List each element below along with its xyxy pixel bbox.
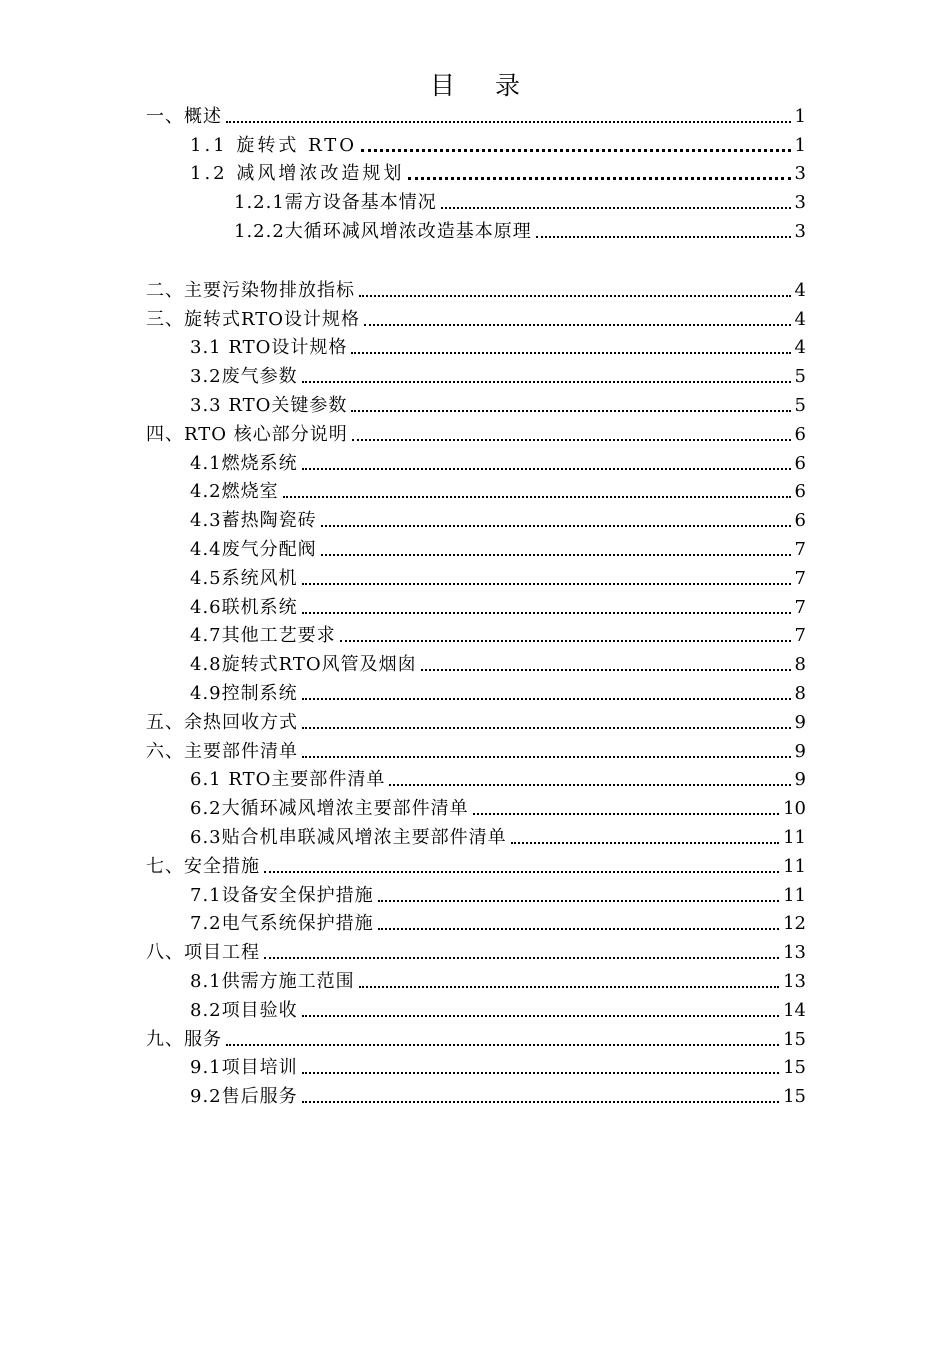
dot-leader <box>302 583 791 585</box>
toc-entry-page-number: 13 <box>783 970 806 992</box>
toc-entry[interactable] <box>146 185 806 214</box>
toc-entry[interactable] <box>146 705 806 734</box>
toc-entry[interactable] <box>146 99 806 128</box>
toc-entry-label: 9.2售后服务 <box>190 1086 298 1108</box>
dot-leader <box>473 813 779 815</box>
toc-entry[interactable] <box>146 302 806 331</box>
toc-entry-label: 1.2 减风增浓改造规划 <box>190 163 405 185</box>
dot-leader <box>264 957 779 959</box>
toc-entry-page-number: 3 <box>794 163 806 185</box>
dot-leader <box>283 496 791 498</box>
toc-entry-page-number: 8 <box>794 654 806 676</box>
toc-entry-label: 一、概述 <box>146 105 222 127</box>
toc-entry[interactable] <box>146 128 806 157</box>
dot-leader <box>364 324 791 326</box>
toc-entry-label: 1.2.1需方设备基本情况 <box>234 192 437 214</box>
toc-entry-page-number: 11 <box>783 826 806 848</box>
toc-entry-label: 4.1燃烧系统 <box>190 452 298 474</box>
dot-leader <box>361 149 790 152</box>
toc-list <box>146 99 806 1108</box>
toc-entry[interactable] <box>146 820 806 849</box>
toc-entry-page-number: 6 <box>794 510 806 532</box>
toc-entry[interactable] <box>146 273 806 302</box>
dot-leader <box>302 1101 779 1103</box>
toc-entry-label: 五、余热回收方式 <box>146 711 298 733</box>
toc-entry[interactable] <box>146 388 806 417</box>
toc-entry-page-number: 14 <box>783 999 806 1021</box>
toc-entry-page-number: 11 <box>783 855 806 877</box>
toc-entry-page-number: 5 <box>794 366 806 388</box>
toc-entry[interactable] <box>146 1079 806 1108</box>
dot-leader <box>408 177 790 180</box>
dot-leader <box>511 842 779 844</box>
toc-entry-label: 4.2燃烧室 <box>190 481 279 503</box>
toc-entry-page-number: 10 <box>783 798 806 820</box>
toc-entry[interactable] <box>146 590 806 619</box>
toc-entry[interactable] <box>146 532 806 561</box>
dot-leader <box>302 1015 779 1017</box>
dot-leader <box>302 698 791 700</box>
dot-leader <box>226 1044 779 1046</box>
toc-entry-page-number: 9 <box>794 740 806 762</box>
toc-entry-label: 3.2废气参数 <box>190 366 298 388</box>
toc-entry-label: 6.3贴合机串联减风增浓主要部件清单 <box>190 826 507 848</box>
toc-entry[interactable] <box>146 964 806 993</box>
dot-leader <box>352 439 791 441</box>
toc-entry-page-number: 9 <box>794 711 806 733</box>
dot-leader <box>340 640 791 642</box>
toc-entry-page-number: 6 <box>794 423 806 445</box>
toc-entry-label: 八、项目工程 <box>146 942 260 964</box>
dot-leader <box>302 381 791 383</box>
toc-entry-page-number: 12 <box>783 913 806 935</box>
toc-entry[interactable] <box>146 647 806 676</box>
toc-entry-page-number: 4 <box>794 337 806 359</box>
dot-leader <box>359 295 791 297</box>
toc-entry-label: 四、RTO 核心部分说明 <box>146 423 348 445</box>
toc-entry[interactable] <box>146 157 806 186</box>
toc-entry-page-number: 8 <box>794 682 806 704</box>
toc-entry-page-number: 7 <box>794 596 806 618</box>
toc-entry[interactable] <box>146 1051 806 1080</box>
toc-entry-label: 6.2大循环减风增浓主要部件清单 <box>190 798 469 820</box>
dot-leader <box>359 986 779 988</box>
toc-entry-label: 4.7其他工艺要求 <box>190 625 336 647</box>
toc-entry-label: 3.3 RTO关键参数 <box>190 394 348 416</box>
toc-entry-page-number: 6 <box>794 452 806 474</box>
dot-leader <box>302 468 791 470</box>
dot-leader <box>378 900 779 902</box>
toc-entry-label: 4.3蓄热陶瓷砖 <box>190 510 317 532</box>
toc-entry-page-number: 7 <box>794 625 806 647</box>
toc-entry-label: 九、服务 <box>146 1028 222 1050</box>
toc-entry-label: 4.8旋转式RTO风管及烟囱 <box>190 654 417 676</box>
dot-leader <box>302 727 791 729</box>
dot-leader <box>389 784 790 786</box>
toc-entry-label: 3.1 RTO设计规格 <box>190 337 348 359</box>
toc-entry[interactable] <box>146 359 806 388</box>
dot-leader <box>321 525 791 527</box>
toc-entry[interactable] <box>146 791 806 820</box>
toc-entry-page-number: 1 <box>794 105 806 127</box>
toc-entry[interactable] <box>146 331 806 360</box>
toc-entry[interactable] <box>146 935 806 964</box>
toc-entry-page-number: 7 <box>794 567 806 589</box>
dot-leader <box>536 236 791 238</box>
toc-entry-label: 7.2电气系统保护措施 <box>190 913 374 935</box>
dot-leader <box>302 1072 779 1074</box>
toc-entry-label: 4.5系统风机 <box>190 567 298 589</box>
toc-entry-page-number: 15 <box>783 1028 806 1050</box>
toc-entry[interactable] <box>146 878 806 907</box>
toc-entry-page-number: 5 <box>794 394 806 416</box>
dot-leader <box>378 928 779 930</box>
toc-entry-label: 1.1 旋转式 RTO <box>190 134 358 156</box>
toc-entry[interactable] <box>146 214 806 243</box>
toc-entry[interactable] <box>146 417 806 446</box>
toc-entry-page-number: 6 <box>794 481 806 503</box>
toc-entry-label: 三、旋转式RTO设计规格 <box>146 308 360 330</box>
toc-entry-label: 1.2.2大循环减风增浓改造基本原理 <box>234 220 532 242</box>
toc-entry-page-number: 9 <box>794 769 806 791</box>
toc-entry-page-number: 11 <box>783 884 806 906</box>
toc-entry-label: 4.6联机系统 <box>190 596 298 618</box>
toc-entry[interactable] <box>146 1022 806 1051</box>
dot-leader <box>441 207 791 209</box>
toc-entry[interactable] <box>146 993 806 1022</box>
toc-entry-label: 六、主要部件清单 <box>146 740 298 762</box>
dot-leader <box>226 121 791 123</box>
dot-leader <box>351 410 790 412</box>
toc-entry-page-number: 15 <box>783 1057 806 1079</box>
dot-leader <box>264 871 779 873</box>
toc-title: 目录 <box>429 71 560 100</box>
toc-entry-page-number: 13 <box>783 942 806 964</box>
toc-entry-page-number: 3 <box>794 192 806 214</box>
dot-leader <box>302 756 791 758</box>
toc-entry-label: 8.2项目验收 <box>190 999 298 1021</box>
toc-entry-label: 9.1项目培训 <box>190 1057 298 1079</box>
toc-entry[interactable] <box>146 676 806 705</box>
toc-entry-page-number: 4 <box>794 308 806 330</box>
toc-entry-label: 4.9控制系统 <box>190 682 298 704</box>
dot-leader <box>302 612 791 614</box>
toc-entry[interactable] <box>146 619 806 648</box>
toc-entry-page-number: 7 <box>794 538 806 560</box>
toc-entry-label: 6.1 RTO主要部件清单 <box>190 769 386 791</box>
toc-entry-label: 4.4废气分配阀 <box>190 538 317 560</box>
dot-leader <box>421 669 791 671</box>
toc-entry[interactable] <box>146 763 806 792</box>
toc-entry-page-number: 15 <box>783 1086 806 1108</box>
toc-entry-label: 8.1供需方施工范围 <box>190 970 355 992</box>
toc-entry[interactable] <box>146 503 806 532</box>
toc-entry-label: 七、安全措施 <box>146 855 260 877</box>
toc-entry-label: 二、主要污染物排放指标 <box>146 279 355 301</box>
toc-entry-page-number: 3 <box>794 220 806 242</box>
dot-leader <box>351 352 790 354</box>
dot-leader <box>321 554 791 556</box>
toc-entry[interactable] <box>146 849 806 878</box>
toc-entry-page-number: 4 <box>794 279 806 301</box>
toc-entry[interactable] <box>146 561 806 590</box>
toc-entry-label: 7.1设备安全保护措施 <box>190 884 374 906</box>
toc-entry[interactable] <box>146 475 806 504</box>
toc-entry[interactable] <box>146 446 806 475</box>
toc-entry-page-number: 1 <box>794 134 806 156</box>
toc-entry[interactable] <box>146 734 806 763</box>
toc-entry[interactable] <box>146 907 806 936</box>
